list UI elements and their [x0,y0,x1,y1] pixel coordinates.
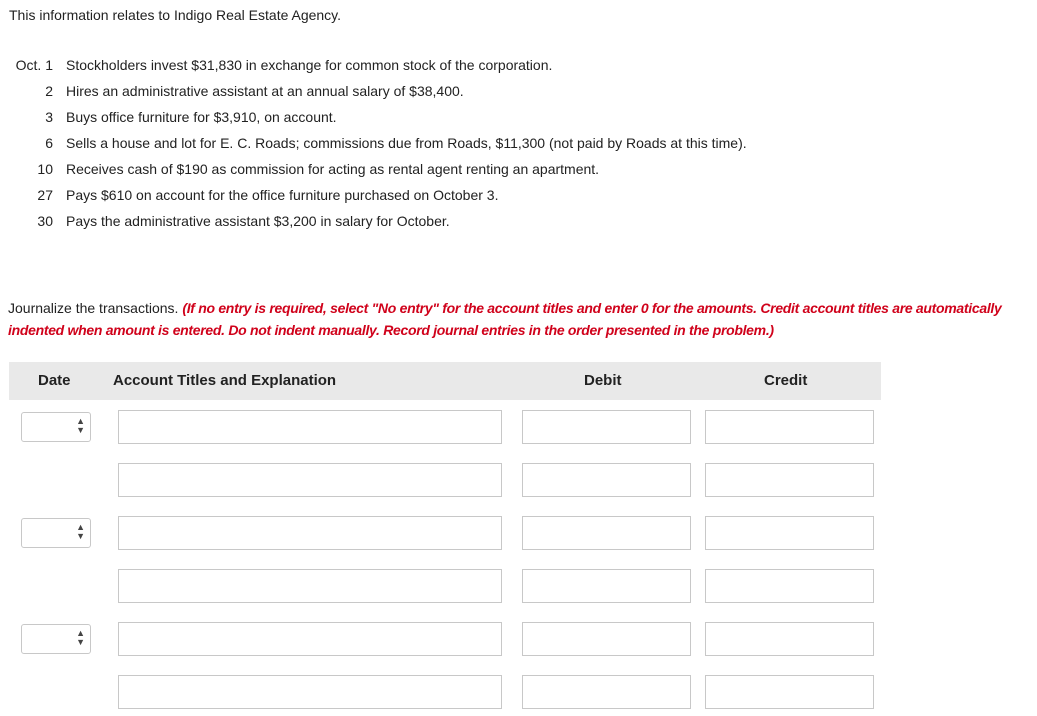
debit-input[interactable] [522,516,691,550]
transaction-row [9,52,747,78]
debit-input[interactable] [522,569,691,603]
account-title-input[interactable] [118,622,502,656]
account-column-header: Account Titles and Explanation [113,372,337,389]
account-title-input[interactable] [118,516,502,550]
date-select[interactable] [21,624,91,654]
journal-table-header [9,362,881,400]
credit-column-header: Credit [764,372,808,389]
credit-input[interactable] [705,675,874,709]
debit-column-header: Debit [584,372,622,389]
up-down-arrows-icon: ▲ ▼ [76,416,85,435]
transaction-description: Stockholders invest $31,830 in exchange for common stock of the corporation. [66,57,553,73]
credit-input[interactable] [705,516,874,550]
up-down-arrows-icon: ▲ ▼ [76,522,85,541]
date-select[interactable] [21,518,91,548]
journal-row [0,675,900,709]
transaction-date: 6 [45,135,53,151]
transaction-date: 10 [37,161,53,177]
intro-text: This information relates to Indigo Real Estate Agency. [9,7,342,23]
transaction-description: Pays the administrative assistant $3,200 in salary for October. [66,213,450,229]
journal-row [0,410,900,444]
credit-input[interactable] [705,410,874,444]
debit-input[interactable] [522,410,691,444]
up-down-arrows-icon: ▲ ▼ [76,628,85,647]
transaction-date: 2 [45,83,53,99]
instructions-lead: Journalize the transactions. [8,300,183,316]
account-title-input[interactable] [118,410,502,444]
transaction-description: Receives cash of $190 as commission for acting as rental agent renting an apartment. [66,161,600,177]
debit-input[interactable] [522,463,691,497]
debit-input[interactable] [522,622,691,656]
credit-input[interactable] [705,569,874,603]
instructions [8,297,1037,341]
transaction-row [9,78,747,104]
transaction-date: 3 [45,109,53,125]
transaction-description: Buys office furniture for $3,910, on account. [66,109,337,125]
journal-row [0,516,900,550]
journal-row [0,569,900,603]
transaction-date: Oct. 1 [15,57,53,73]
journal-row [0,463,900,497]
account-title-input[interactable] [118,569,502,603]
date-column-header: Date [38,372,71,389]
credit-input[interactable] [705,463,874,497]
transaction-row [9,208,747,234]
date-select[interactable] [21,412,91,442]
credit-input[interactable] [705,622,874,656]
debit-input[interactable] [522,675,691,709]
transaction-row [9,104,747,130]
transaction-row [9,130,747,156]
transaction-row [9,182,747,208]
account-title-input[interactable] [118,675,502,709]
transaction-list [9,52,747,234]
journal-row [0,622,900,656]
instructions-note: (If no entry is required, select "No entry" for the account titles and enter 0 for the amounts. Credit account titles are automatically indented when amount is entered. Do not indent manually. Record journal entries in the order presented in the problem.) [8,300,1002,338]
transaction-description: Pays $610 on account for the office furniture purchased on October 3. [66,187,499,203]
transaction-description: Sells a house and lot for E. C. Roads; commissions due from Roads, $11,300 (not paid by Roads at this time). [66,135,747,151]
transaction-date: 30 [37,213,53,229]
transaction-description: Hires an administrative assistant at an annual salary of $38,400. [66,83,464,99]
account-title-input[interactable] [118,463,502,497]
transaction-date: 27 [37,187,53,203]
transaction-row [9,156,747,182]
